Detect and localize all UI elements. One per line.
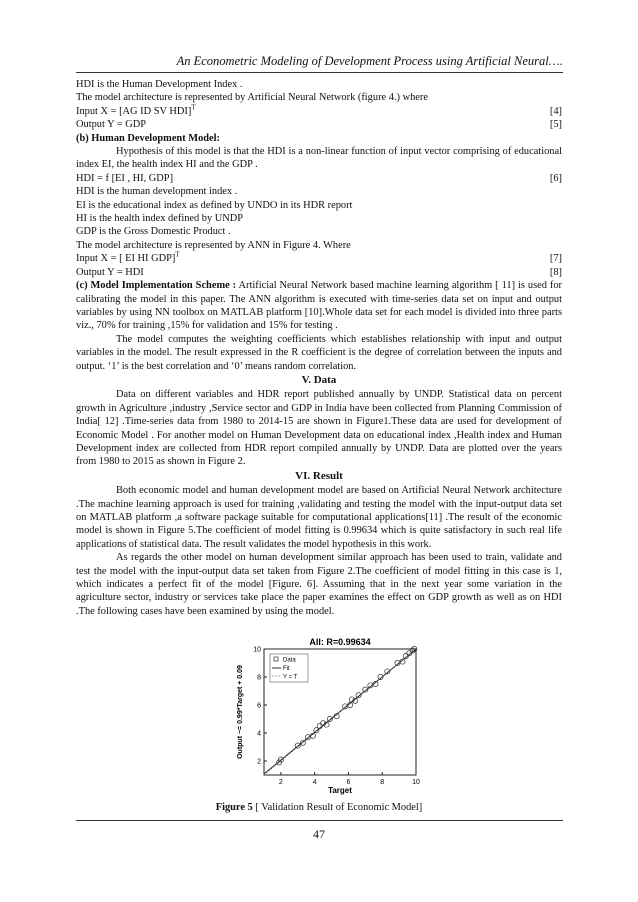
subsection-heading: (b) Human Development Model:: [76, 132, 221, 144]
equation-line: Output Y = GDP [5]: [76, 119, 562, 131]
chart-svg: [228, 635, 428, 795]
paragraph: Hypothesis of this model is that the HDI is a non-linear function of input vector comprising of educational index EI, the health index HI and the GDP .: [76, 146, 562, 171]
running-title: An Econometric Modeling of Development Process using Artificial Neural….: [176, 54, 563, 68]
figure-caption: Figure 5 [ Validation Result of Economic Model]: [215, 802, 423, 813]
x-tick-label: 10: [412, 779, 420, 786]
text-line: The model architecture is represented by ANN in Figure 4. Where: [76, 239, 351, 251]
paragraph: As regards the other model on human development similar approach has been used to train, validate and test the model with the input-output data set taken from Figure 2.The coefficient of model fitting in this case is 1, which indicates a perfect fit of the model [Figure. 6]. Assuming that in the next year some variation in the agriculture sector, industry or services take place the paper examines the effect on GDP growth as well as on HDI .The following cases have been examined by using the model.: [76, 552, 562, 617]
text-line: HDI is the human development index .: [76, 186, 238, 198]
chart-title: All: R=0.99634: [309, 637, 371, 647]
paragraph: Both economic model and human development model are based on Artificial Neural Network architecture .The machine learning approach is used for training ,validating and testing the model with the input-output data set on MATLAB platform ,a software package suitable for computational applications[11] .The result of the economic model is shown in Figure 5.The coefficient of model fitting is 0.99634 which is quite satisfactory in such real life applications of statistical data. The result validates the model hypothesis in this work.: [76, 485, 562, 550]
x-tick-label: 8: [380, 779, 385, 786]
equation-number: [4]: [549, 105, 562, 117]
y-tick-label: 2: [257, 758, 261, 766]
x-tick-label: 6: [346, 779, 351, 786]
legend-data-label: Data: [283, 657, 296, 664]
x-axis-label: Target: [328, 786, 352, 795]
text-line: HDI is the Human Development Index .: [76, 79, 243, 90]
text-line: The model architecture is represented by Artificial Neural Network (figure 4.) where: [76, 92, 428, 104]
body-text: [76, 78, 562, 618]
y-tick-label: 8: [257, 674, 261, 682]
section-heading-result: VI. Result: [295, 469, 343, 482]
section-heading-data: V. Data: [301, 373, 337, 386]
equation-line: Input X = [ EI HI GDP]$^T$ [7]: [76, 250, 562, 265]
x-tick-label: 4: [312, 779, 317, 786]
paragraph: The model computes the weighting coefficients which establishes relationship with input and output variables in the model. The result expressed in the R coefficient is the degree of correlation between the inputs and output. ‘1’ is the best correlation and ‘0’ means random correlation.: [76, 333, 562, 372]
equation-number: [7]: [549, 253, 562, 265]
paragraph: Data on different variables and HDR report published annually by UNDP. Statistical data on percent growth in Agriculture ,industry ,Service sector and GDP in India have been collected from Planning Commission of India[ 12] .Time-series data from 1980 to 2014-15 are shown in Figure1.These data are used for development of Economic Model . For another model on Human Development data on educational index ,Health index and Human Development index are collected from HDR report compiled annually by UNDP. Data are plotted over the years from 1980 to 2015 as shown in Figure 2.: [76, 389, 562, 468]
footer-rule: [76, 820, 563, 821]
equation-line: HDI = f [EI , HI, GDP] [6]: [76, 172, 562, 184]
x-tick-label: 2: [278, 779, 283, 786]
y-axis-label: Output ~= 0.99*Target + 0.09: [237, 665, 244, 759]
equation-line: Output Y = HDI [8]: [76, 266, 562, 278]
page-number: 47: [313, 827, 325, 841]
legend-fit-label: Fit: [283, 666, 290, 672]
equation-number: [6]: [549, 172, 562, 184]
equation-number: [5]: [549, 119, 562, 131]
y-tick-label: 10: [253, 646, 261, 654]
equation-number: [8]: [549, 266, 562, 278]
equation-line: Input X = [AG ID SV HDI]$^T$ [4]: [76, 103, 562, 117]
paragraph: (c) Model Implementation Scheme : Artificial Neural Network based machine learning algorithm [ 11] is used for calibrating the model in this paper. The ANN algorithm is executed with time-series data set on input and output variables by using NN toolbox on MATLAB platform [10].Whole data set for each model is divided into three parts viz., 70% for training ,15% for validation and 15% for testing .: [76, 280, 562, 332]
regression-plot: [228, 635, 428, 795]
legend-identity-label: Y = T: [283, 674, 298, 681]
text-line: EI is the educational index as defined by UNDO in its HDR report: [76, 199, 353, 211]
y-tick-label: 6: [257, 702, 261, 710]
header-rule: [76, 72, 563, 73]
subsection-heading: (c) Model Implementation Scheme :: [76, 280, 237, 292]
text-line: GDP is the Gross Domestic Product .: [76, 226, 231, 238]
y-tick-label: 4: [257, 730, 261, 738]
text-line: HI is the health index defined by UNDP: [76, 213, 244, 225]
